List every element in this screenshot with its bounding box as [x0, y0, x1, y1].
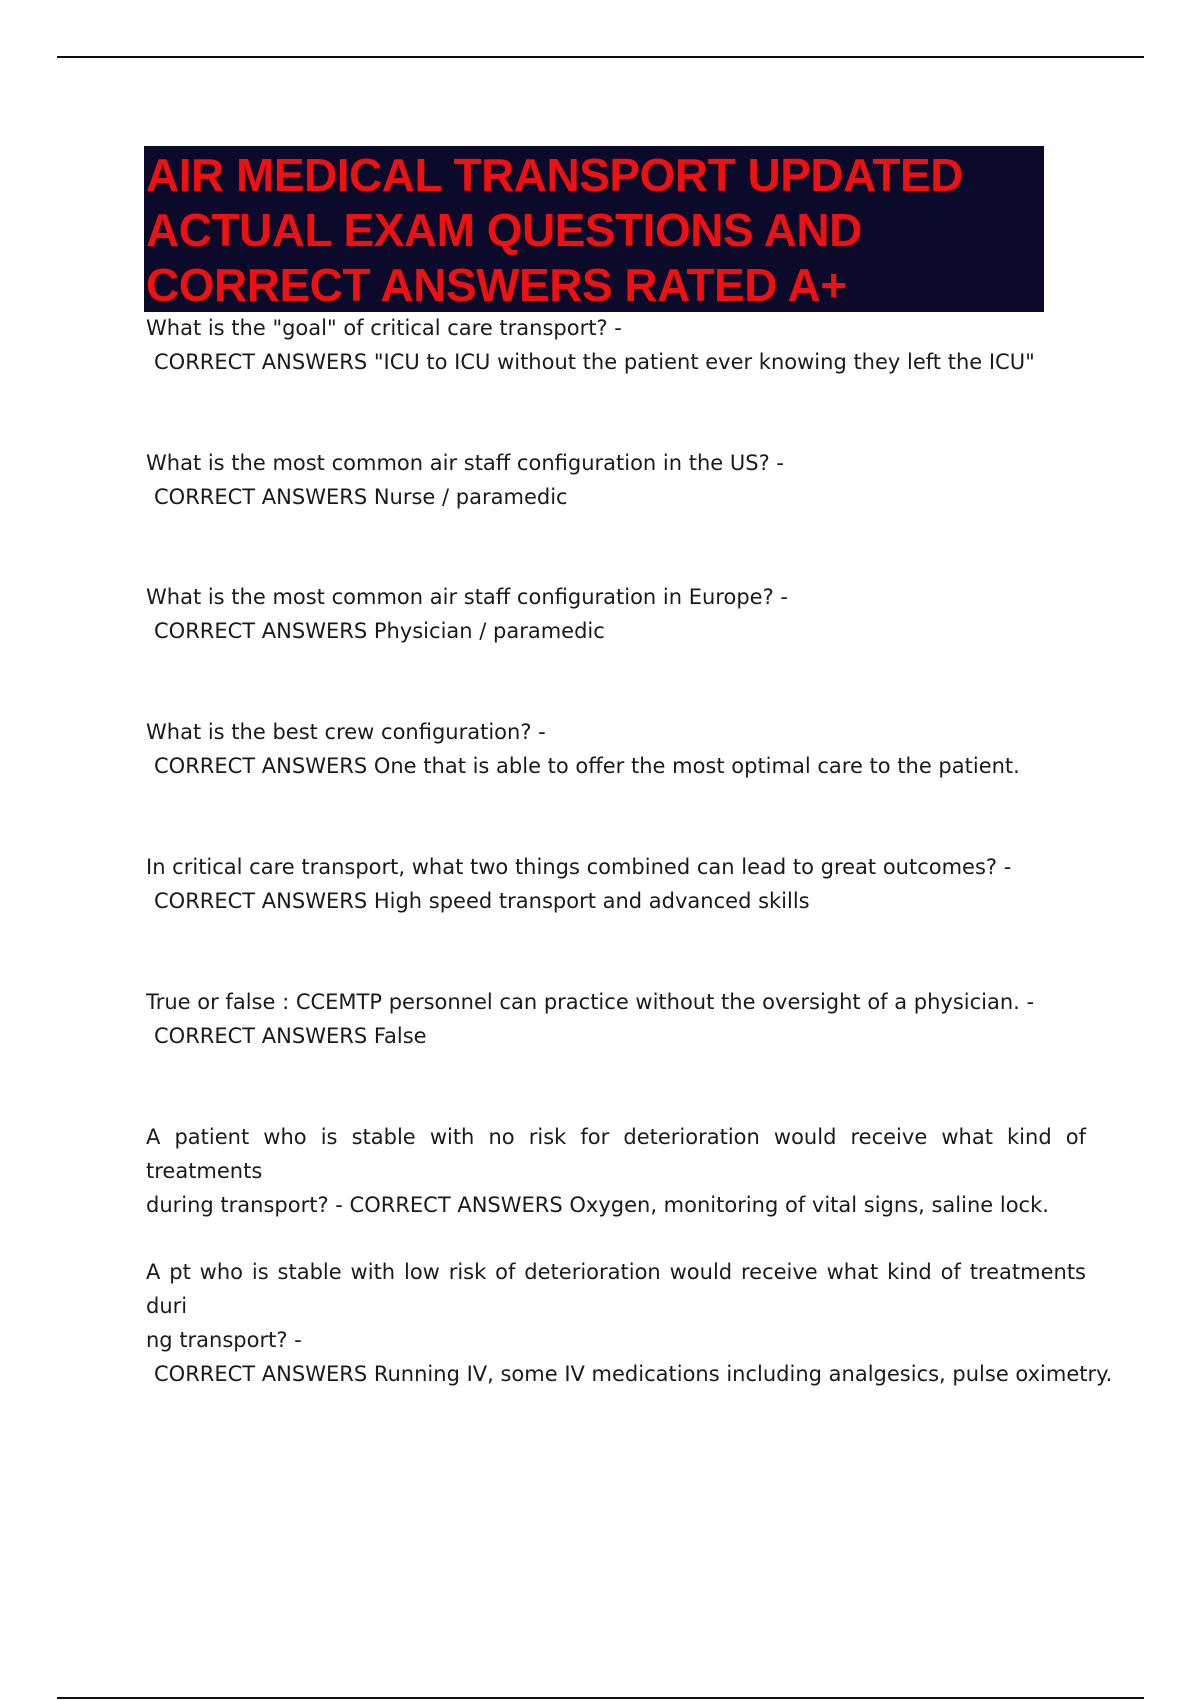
question-text: What is the most common air staff configuration in the US? -	[146, 451, 784, 475]
question-text: What is the most common air staff configuration in Europe? -	[146, 585, 788, 609]
qa-item-6	[146, 985, 1086, 1053]
qa-item-7	[146, 1120, 1086, 1222]
answer-text: CORRECT ANSWERS "ICU to ICU without the patient ever knowing they left the ICU"	[154, 350, 1035, 374]
qa-item-5	[146, 850, 1086, 918]
question-text: What is the best crew configuration? -	[146, 720, 546, 744]
qa-item-2	[146, 446, 1086, 514]
answer-text: CORRECT ANSWERS Physician / paramedic	[154, 619, 605, 643]
answer-text: CORRECT ANSWERS High speed transport and advanced skills	[154, 889, 810, 913]
answer-text: CORRECT ANSWERS False	[154, 1024, 427, 1048]
question-answer-text: during transport? - CORRECT ANSWERS Oxygen, monitoring of vital signs, saline lock.	[146, 1193, 1049, 1217]
question-text-continued: ng transport? -	[146, 1328, 302, 1352]
title-banner	[144, 146, 1044, 312]
qa-item-3	[146, 580, 1086, 648]
title-line-3: CORRECT ANSWERS RATED A+	[146, 259, 847, 311]
qa-item-8	[146, 1255, 1113, 1391]
question-text: A patient who is stable with no risk for deterioration would receive what kind of treatments	[146, 1125, 1086, 1183]
bottom-rule	[57, 1697, 1144, 1699]
title-line-1: AIR MEDICAL TRANSPORT UPDATED	[146, 149, 963, 201]
question-text: A pt who is stable with low risk of deterioration would receive what kind of treatments duri	[146, 1260, 1086, 1318]
top-rule	[57, 56, 1144, 58]
question-text: In critical care transport, what two things combined can lead to great outcomes? -	[146, 855, 1012, 879]
answer-text: CORRECT ANSWERS Running IV, some IV medications including analgesics, pulse oximetry.	[154, 1362, 1113, 1386]
title-line-2: ACTUAL EXAM QUESTIONS AND	[146, 204, 862, 256]
question-text: True or false : CCEMTP personnel can practice without the oversight of a physician. -	[146, 990, 1035, 1014]
qa-item-4	[146, 715, 1086, 783]
answer-text: CORRECT ANSWERS Nurse / paramedic	[154, 485, 568, 509]
answer-text: CORRECT ANSWERS One that is able to offer the most optimal care to the patient.	[154, 754, 1020, 778]
qa-item-1	[146, 311, 1086, 379]
question-text: What is the "goal" of critical care transport? -	[146, 316, 622, 340]
